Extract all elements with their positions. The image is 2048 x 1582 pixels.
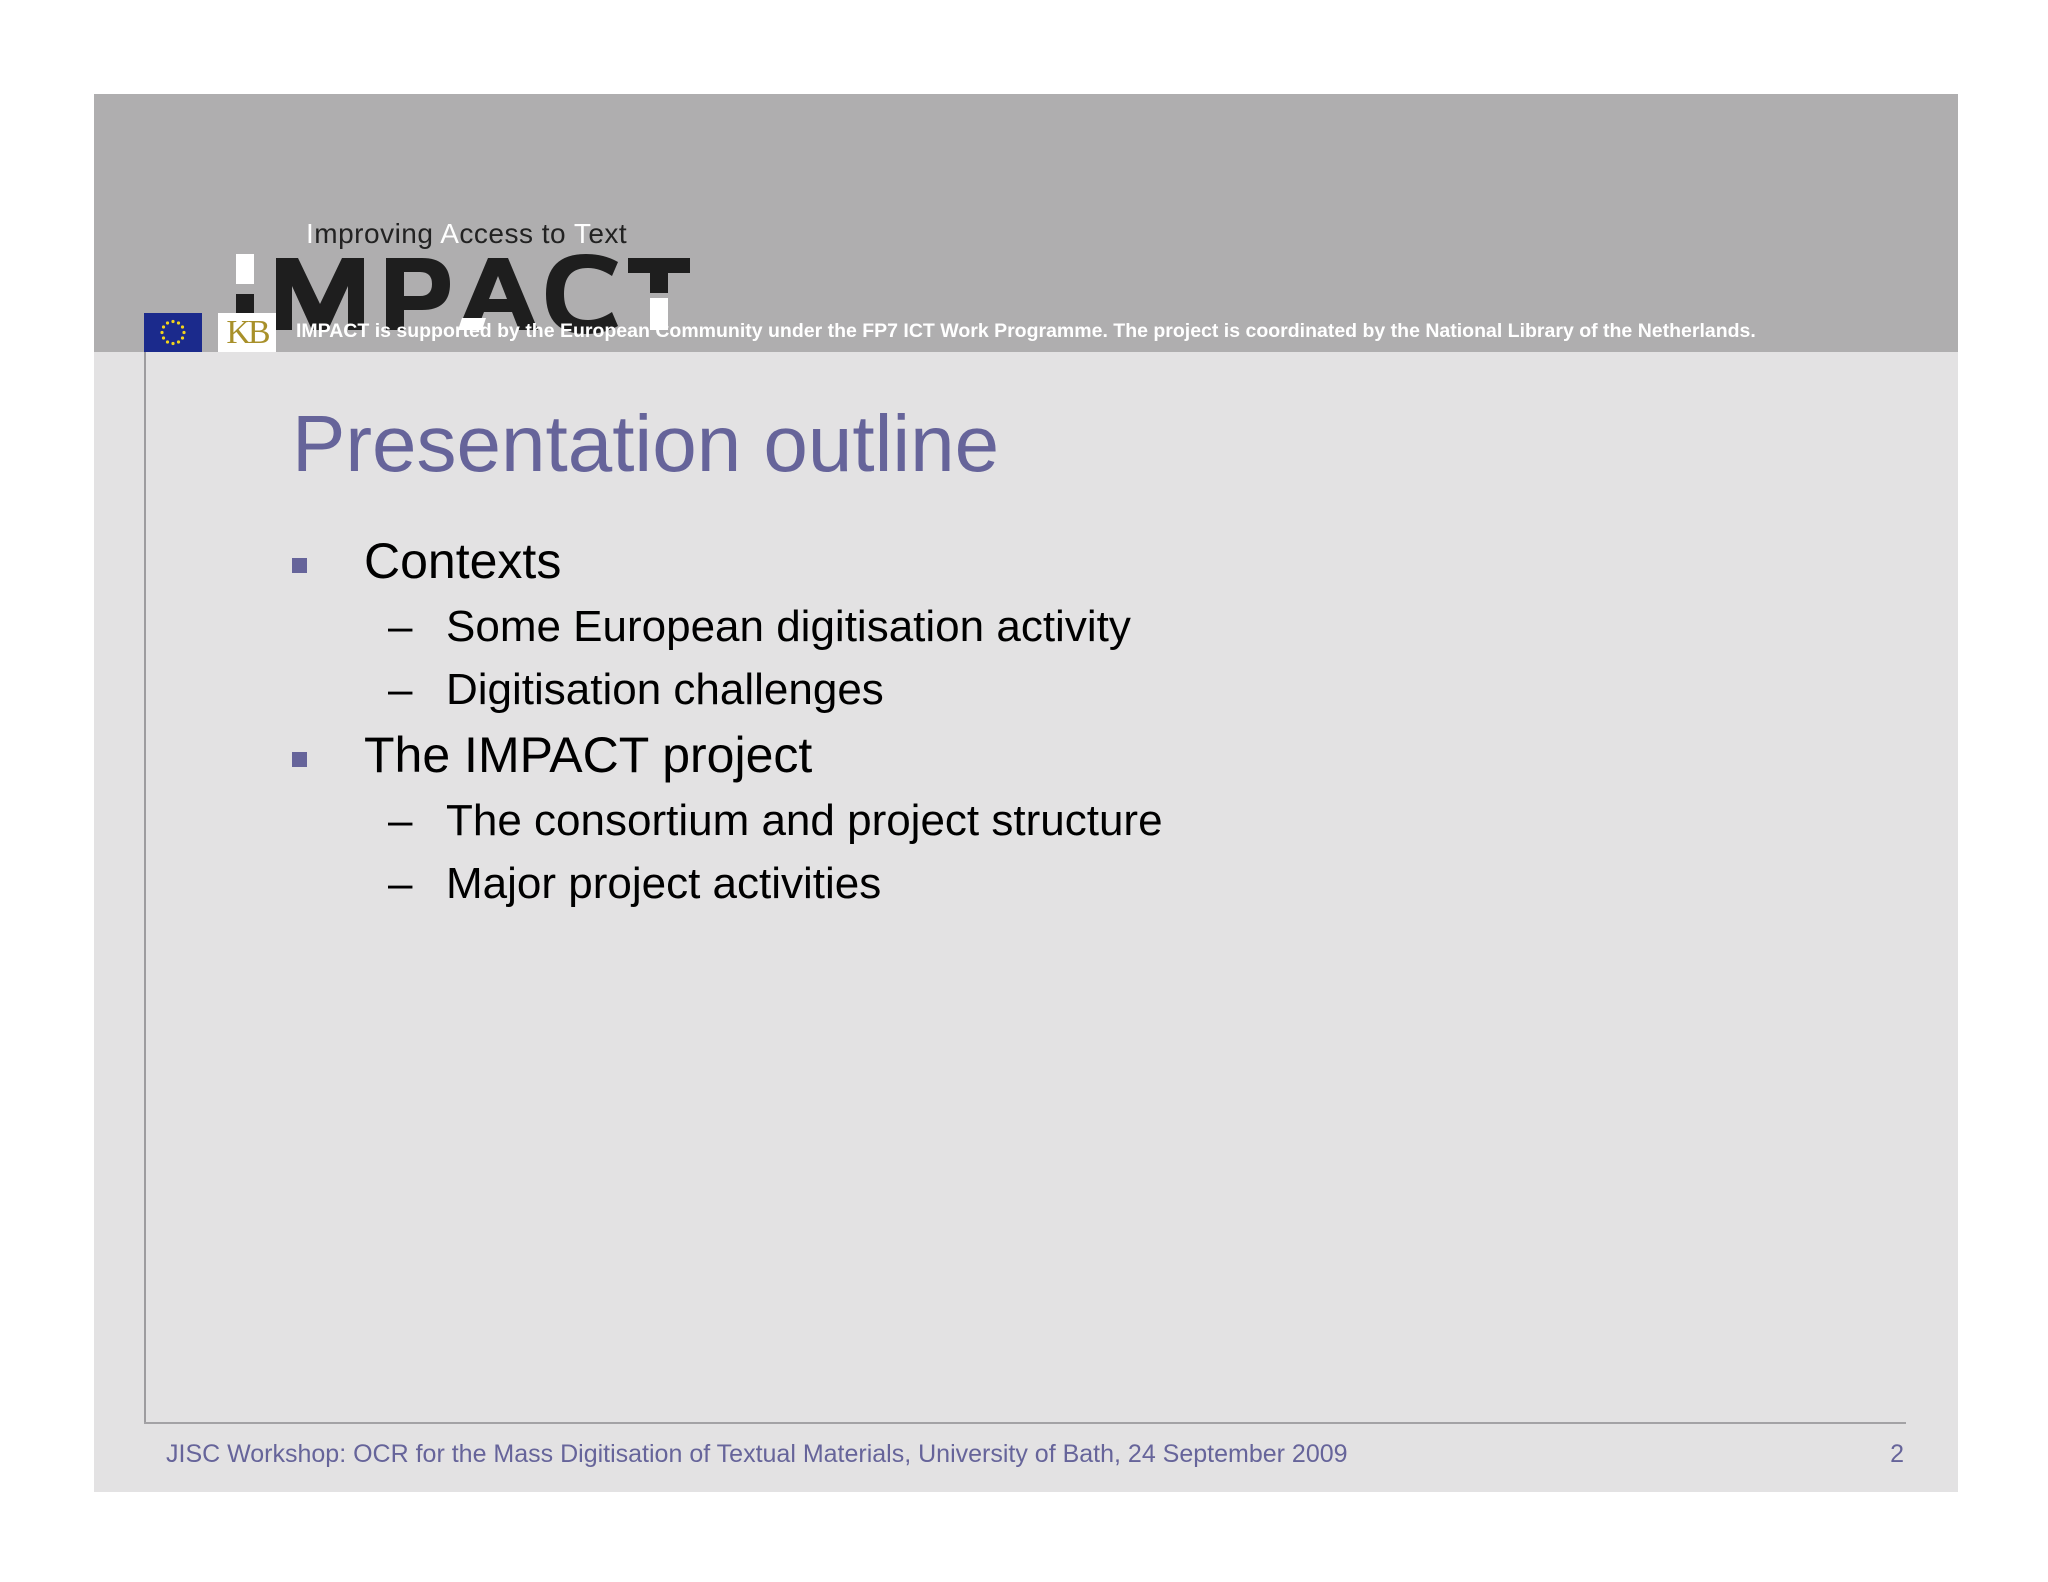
outline-item-label: Contexts xyxy=(364,533,562,589)
outline-subitem xyxy=(388,602,1131,652)
dash-bullet: – xyxy=(388,665,413,714)
outline-subitem-label: Some European digitisation activity xyxy=(446,602,1131,651)
outline-item-impact-project xyxy=(364,726,812,784)
header-banner xyxy=(94,94,1958,352)
tagline-cap-a: A xyxy=(440,218,460,249)
dash-bullet: – xyxy=(388,859,413,908)
outline-subitem xyxy=(388,859,882,909)
square-bullet-icon xyxy=(292,752,307,767)
slide xyxy=(94,94,1958,1492)
outline-subitem xyxy=(388,796,1163,846)
tagline-word-improving: mproving xyxy=(314,218,441,249)
tagline-word-access: ccess to xyxy=(459,218,574,249)
kb-logo: KB xyxy=(218,313,276,352)
slide-title: Presentation outline xyxy=(292,399,1000,488)
tagline-word-text: ext xyxy=(588,218,628,249)
tagline-cap-t: T xyxy=(573,218,589,249)
dash-bullet: – xyxy=(388,602,413,651)
square-bullet-icon xyxy=(292,558,307,573)
outline-item-label: The IMPACT project xyxy=(364,727,813,783)
bottom-divider xyxy=(144,1422,1906,1424)
tagline-cap-i: I xyxy=(306,218,315,249)
outline-subitem-label: The consortium and project structure xyxy=(446,796,1163,845)
outline-subitem xyxy=(388,665,884,715)
left-divider xyxy=(144,352,146,1424)
dash-bullet: – xyxy=(388,796,413,845)
page-number: 2 xyxy=(1890,1440,1904,1468)
logo-tagline xyxy=(306,218,627,250)
outline-item-contexts xyxy=(364,532,561,590)
eu-flag-icon xyxy=(144,313,202,352)
support-statement: IMPACT is supported by the European Community under the FP7 ICT Work Programme. The project is coordinated by the National Library of the Netherlands. xyxy=(296,320,1756,342)
footer-event-text: JISC Workshop: OCR for the Mass Digitisation of Textual Materials, University of Bath, 24 September 2009 xyxy=(166,1440,1348,1468)
outline-subitem-label: Digitisation challenges xyxy=(446,665,884,714)
outline-subitem-label: Major project activities xyxy=(446,859,882,908)
